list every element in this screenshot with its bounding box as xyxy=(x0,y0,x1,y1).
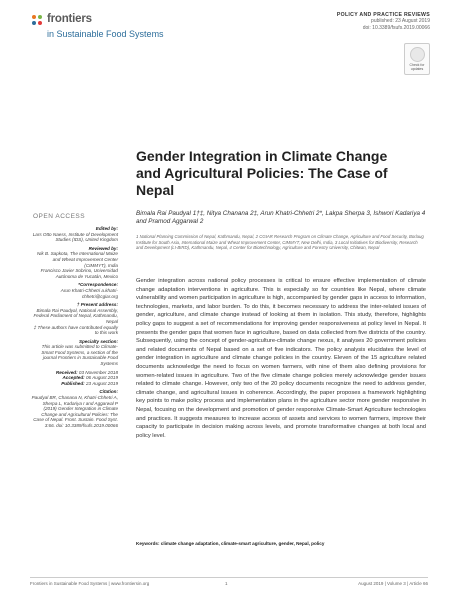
published-label: Published: xyxy=(61,380,85,386)
reviewed-by-label: Reviewed by: xyxy=(88,245,118,251)
article-title: Gender Integration in Climate Change and Agricultural Policies: The Case of Nepal xyxy=(136,148,388,198)
present-address-label: † Present address: xyxy=(76,302,118,308)
published-date-sidebar: 23 August 2019 xyxy=(85,380,118,386)
citation-label: Citation: xyxy=(99,389,118,395)
correspondence-email[interactable]: Arun Khatri-Chhetri a.khatri-chhetri@cgiar.org xyxy=(60,287,118,299)
frontiers-logo-icon xyxy=(30,13,44,27)
footer-divider xyxy=(30,577,428,578)
citation: Paudyal BR, Chanana N, Khatri-Chhetri A, Sherpa L, Kadariya I and Aggarwal P (2019) Gender Integration in Climate Change and Agricultural Policies: The Case of Nepal. Front. Sustain. Food Syst. 3:66. doi: 10.3389/fsufs.2019.00066 xyxy=(31,395,118,428)
specialty-section: This article was submitted to Climate-Smart Food Systems, a section of the journal Frontiers in Sustainable Food Systems xyxy=(41,344,118,367)
footer-journal[interactable]: Frontiers in Sustainable Food Systems | www.frontiersin.org xyxy=(30,581,150,586)
section-label: POLICY AND PRACTICE REVIEWS xyxy=(336,12,430,18)
article-sidebar xyxy=(30,226,118,429)
keywords-list: climate change adaptation, climate-smart agriculture, gender, Nepal, policy xyxy=(160,541,325,546)
correspondence-label: *Correspondence: xyxy=(78,282,118,288)
published-date: published: 23 August 2019 xyxy=(371,18,430,24)
specialty-section-label: Specialty section: xyxy=(78,338,118,344)
accepted-label: Accepted: xyxy=(62,375,85,381)
author-list: Bimala Rai Paudyal 1†‡, Nitya Chanana 2‡, Arun Khatri-Chhetri 2*, Lakpa Sherpa 3, Ishwori Kadariya 4 and Pramod Aggarwal 2 xyxy=(136,210,426,226)
crossmark-icon xyxy=(410,47,425,62)
check-for-updates-button[interactable] xyxy=(404,43,430,75)
check-updates-label: Check for updates xyxy=(409,63,425,71)
open-access-label: OPEN ACCESS xyxy=(33,213,86,220)
equal-contribution-note: ‡ These authors have contributed equally to this work xyxy=(33,324,118,336)
keywords xyxy=(136,541,426,547)
accepted-date: 06 August 2019 xyxy=(85,375,118,381)
journal-name: in Sustainable Food Systems xyxy=(47,29,164,39)
doi-link[interactable]: doi: 10.3389/fsufs.2019.00066 xyxy=(362,24,430,31)
publication-info xyxy=(337,12,430,31)
page-number: 1 xyxy=(225,581,228,586)
reviewer-2: Francisco Javier Sobrino, Universidad Autónoma de Yucatán, Mexico xyxy=(40,268,118,279)
present-address: Bimala Rai Paudyal, National Assembly, Federal Parliament of Nepal, Kathmandu, Nepal xyxy=(33,307,118,324)
reviewer-1: Nik B. Sapkota, The International Maize and Wheat Improvement Center (CIMMYT), India xyxy=(37,251,118,268)
edited-by-label: Edited by: xyxy=(95,226,118,231)
editor: Lars Otto Naess, Institute of Development Studies (IDS), United Kingdom xyxy=(32,231,118,243)
footer-volume: August 2019 | Volume 3 | Article 66 xyxy=(358,581,428,586)
keywords-label: Keywords: xyxy=(136,541,160,546)
page-header xyxy=(0,0,458,71)
received-date: 03 November 2018 xyxy=(78,369,118,375)
affiliations: 1 National Planning Commission of Nepal, Kathmandu, Nepal, 2 CGIAR Research Program on Climate Change, Agriculture and Food Security, Borlaug Institute for South Asia, International Maize and Wheat Improvement Center, CIMMYT, New Delhi, India, 3 Local Initiatives for Biodiversity, Research and Development (LI-BIRD), Kathmandu, Nepal, 4 Center for Biotechnology, Agriculture and Forestry University, Chitwan, Nepal xyxy=(136,234,424,251)
abstract: Gender integration across national policy processes is critical to ensure effective implementation of climate change adaptation interventions in agriculture. This is especially so for countries like Nepal, where climate vulnerability and women participation in agriculture is high, accompanied by gender gaps in access to information, technologies, markets, and labor burden. To do this, it becomes necessary to address the inter-related issues of gender, agriculture, and climate change instead of looking at them in isolation. This study, therefore, highlights policy gaps to suggest a set of recommendations for improving gender responsiveness at policy level in Nepal. It presents the gender gaps that women face in agriculture, based on data collected from five districts of the country. Subsequently, using the concept of gender-agriculture-climate change nexus, it analyses 20 government policies and related documents of Nepal based on a set of five indicators. The policy analysis elucidates the level of gender integration in agriculture and climate change policies in the country. Eleven of the 15 agriculture related documents acknowledge the need to focus on women farmers, with nine of them also defining provisions for women-related issues in agriculture. Two of the five climate change policies merely acknowledge gender issues related to climate change. However, only two of the 20 policy documents recognize the need to address gender, climate change, and agricultural issues in coherence. Accordingly, the paper proposes a framework highlighting key points to make policy process and implementation plans in the agriculture sector more gender responsive in Nepal, focusing on the development and promotion of gender responsive Climate-Smart Agriculture technologies and practices. It suggests measures to increase access of assets and services to women farmers, improve their capacity to participate in decision making across levels, and promote transformative changes at both local and policy level. xyxy=(136,278,426,439)
logo-wordmark: frontiers xyxy=(47,13,92,25)
received-label: Received: xyxy=(55,369,78,375)
